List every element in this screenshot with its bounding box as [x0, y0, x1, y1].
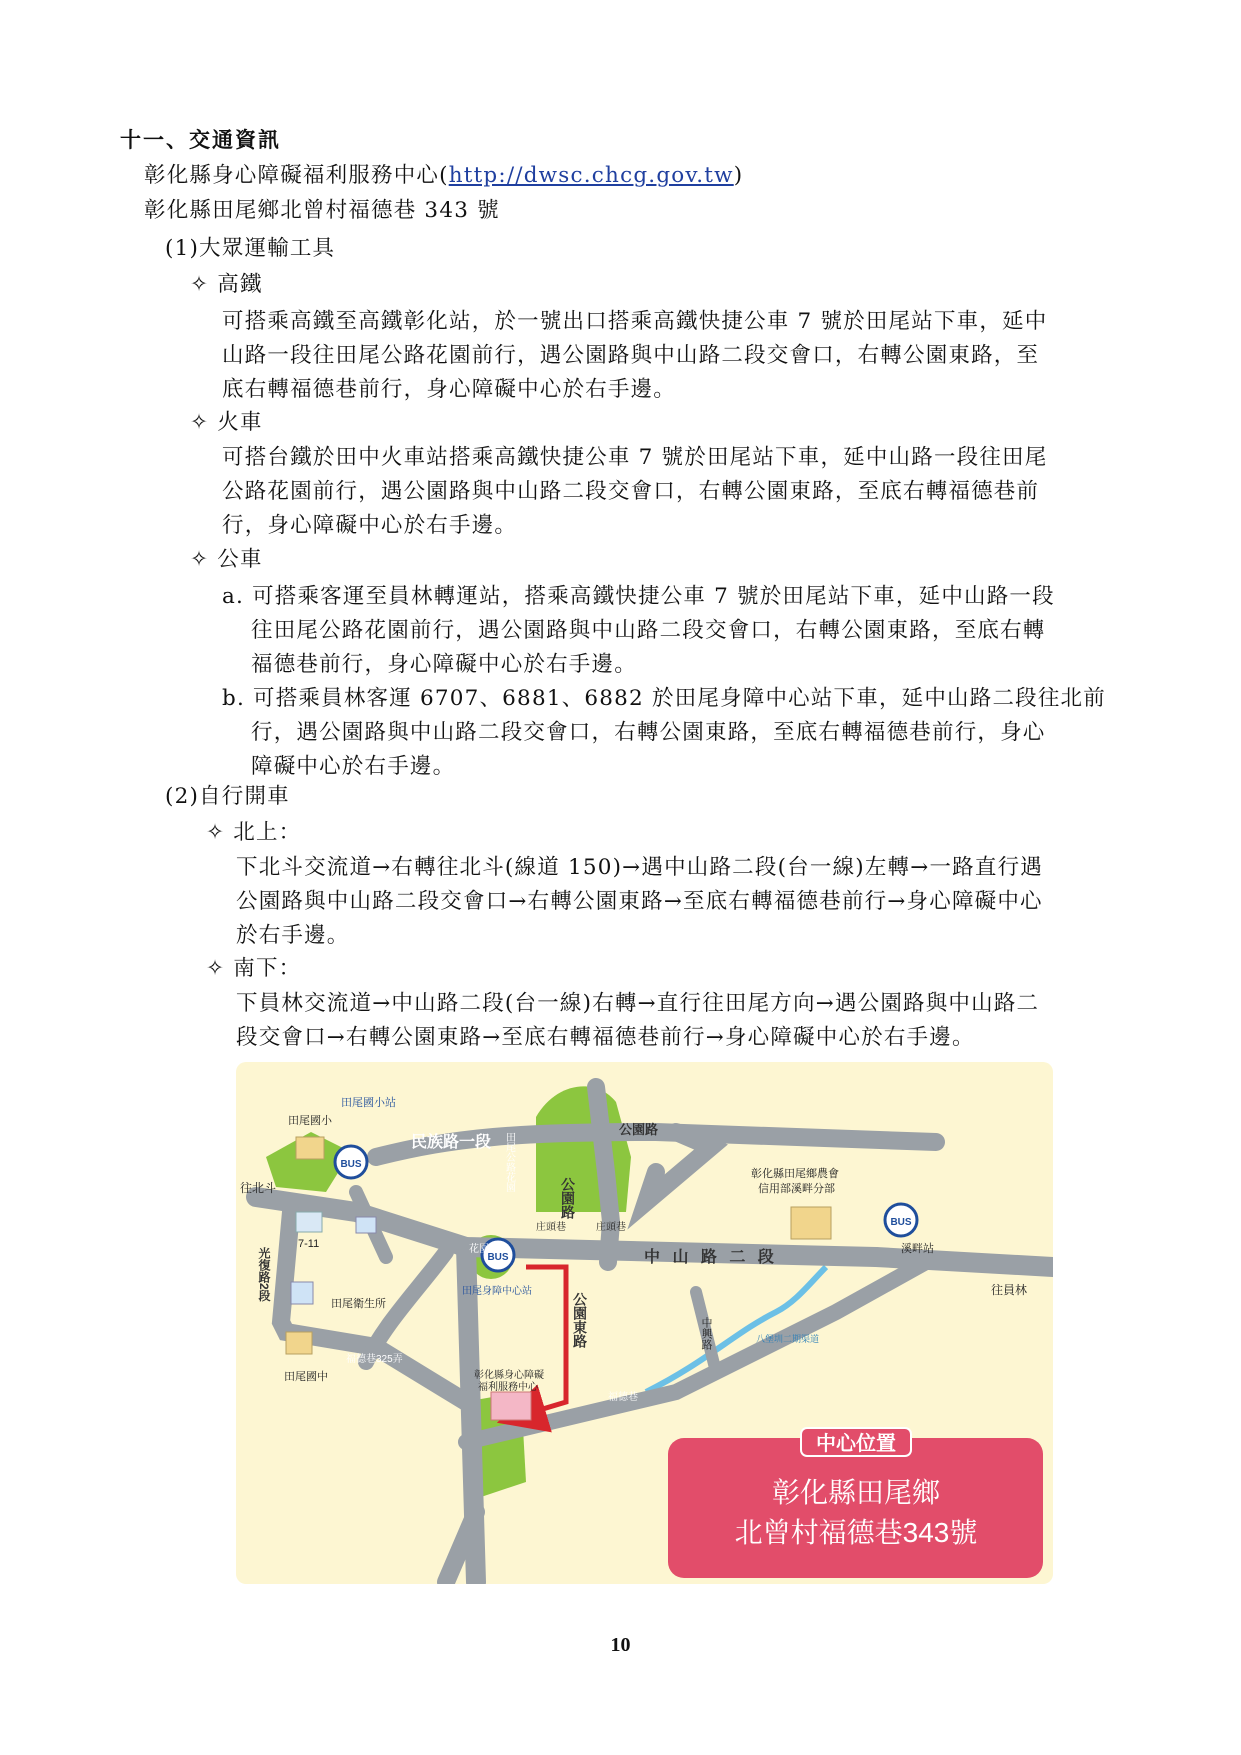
bus-a-line: 福德巷前行，身心障礙中心於右手邊。 [251, 652, 637, 677]
callout-line2: 北曾村福德巷343號 [734, 1517, 978, 1548]
section-title: 十一、交通資訊 [120, 128, 281, 152]
label-zhuangtou-2: 庄頭巷 [596, 1222, 626, 1233]
bus-b-line: 行，遇公園路與中山路二段交會口，右轉公園東路，至底右轉福德巷前行，身心 [251, 720, 1046, 745]
bus-title: ✧ 公車 [190, 547, 263, 572]
label-bapo-canal: 八堡圳二期渠道 [756, 1334, 820, 1344]
svg-text:BUS: BUS [890, 1217, 912, 1228]
label-center-name-2: 福利服務中心 [478, 1382, 538, 1393]
callout-title: 中心位置 [816, 1433, 896, 1455]
label-zhongxing-road: 中興路 [700, 1317, 712, 1350]
callout-line1: 彰化縣田尾鄉 [771, 1477, 941, 1508]
train-line: 可搭台鐵於田中火車站搭乘高鐵快捷公車 7 號於田尾站下車，延中山路一段往田尾 [222, 445, 1048, 470]
label-xipan-stop: 溪畔站 [901, 1243, 934, 1255]
label-7-11: 7-11 [298, 1238, 320, 1250]
label-minzu-road: 民族路一段 [411, 1134, 492, 1151]
label-tianwei-junior: 田尾國中 [284, 1371, 328, 1383]
north-title: ✧ 北上： [206, 820, 302, 845]
bus-a-line: 往田尾公路花園前行，遇公園路與中山路二段交會口，右轉公園東路，至底右轉 [251, 618, 1046, 643]
label-tianwei-elem: 田尾國小 [288, 1115, 332, 1127]
driving-heading: (2)自行開車 [165, 784, 290, 809]
train-title: ✧ 火車 [190, 410, 263, 435]
bus-b-line: b. 可搭乘員林客運 6707、6881、6882 於田尾身障中心站下車，延中山路二段往北前 [222, 686, 1106, 711]
bus-b-line: 障礙中心於右手邊。 [251, 754, 456, 779]
hsr-line: 山路一段往田尾公路花園前行，遇公園路與中山路二段交會口，右轉公園東路，至 [222, 343, 1040, 368]
center-website-link[interactable]: http://dwsc.chcg.gov.tw [448, 163, 734, 188]
south-line: 下員林交流道→中山路二段(台一線)右轉→直行往田尾方向→遇公園路與中山路二 [236, 991, 1040, 1016]
label-farmers-branch: 信用部溪畔分部 [758, 1183, 835, 1195]
label-flower-park: 田尾公路花園 [503, 1132, 515, 1192]
train-line: 公路花園前行，遇公園路與中山路二段交會口，右轉公園東路，至底右轉福德巷前 [222, 479, 1040, 504]
label-fude-lane: 福德巷 [608, 1392, 638, 1403]
page-number: 10 [610, 1634, 631, 1656]
label-center-name-1: 彰化縣身心障礙 [474, 1370, 544, 1381]
label-park-east-road: 公園東路 [572, 1292, 588, 1348]
center-name-line [144, 161, 743, 191]
north-line: 下北斗交流道→右轉往北斗(線道 150)→遇中山路二段(台一線)左轉→一路直行遇 [236, 855, 1043, 880]
label-zhuangtou-1: 庄頭巷 [536, 1222, 566, 1233]
bus-a-line: a. 可搭乘客運至員林轉運站，搭乘高鐵快捷公車 7 號於田尾站下車，延中山路一段 [222, 584, 1055, 609]
south-line: 段交會口→右轉公園東路→至底右轉福德巷前行→身心障礙中心於右手邊。 [236, 1025, 975, 1050]
label-disability-stop: 田尾身障中心站 [462, 1286, 532, 1297]
center-address: 彰化縣田尾鄉北曾村福德巷 343 號 [144, 198, 500, 223]
label-night-market: 花園夜市 [469, 1244, 509, 1255]
public-transit-heading: (1)大眾運輸工具 [165, 236, 336, 261]
label-tianwei-elem-stop: 田尾國小站 [341, 1097, 396, 1109]
label-farmers-assoc: 彰化縣田尾鄉農會 [751, 1168, 839, 1180]
label-fude-325: 福德巷325弄 [346, 1354, 403, 1365]
center-location-callout [668, 1428, 1043, 1578]
label-to-yuanlin: 往員林 [991, 1283, 1028, 1297]
svg-text:BUS: BUS [487, 1252, 509, 1263]
hsr-line: 底右轉福德巷前行，身心障礙中心於右手邊。 [222, 377, 677, 402]
center-name-prefix: 彰化縣身心障礙福利服務中心( [144, 163, 449, 188]
svg-text:BUS: BUS [340, 1159, 362, 1170]
north-line: 於右手邊。 [236, 923, 350, 948]
center-name-suffix: ) [733, 163, 744, 188]
label-guangfu-road: 光復路2段 [257, 1247, 271, 1302]
label-park-road: 公園路 [619, 1122, 659, 1137]
bus-stop-xipan [885, 1204, 917, 1236]
location-map [236, 1062, 1053, 1584]
bus-stop-tianwei-elem [335, 1146, 367, 1178]
label-health-center: 田尾衛生所 [331, 1298, 386, 1310]
south-title: ✧ 南下： [206, 956, 302, 981]
label-to-beidou: 往北斗 [240, 1181, 277, 1195]
label-park-road-vertical: 公園路 [560, 1177, 576, 1219]
hsr-line: 可搭乘高鐵至高鐵彰化站，於一號出口搭乘高鐵快捷公車 7 號於田尾站下車，延中 [222, 309, 1048, 334]
hsr-title: ✧ 高鐵 [190, 272, 263, 297]
label-zhongshan-road: 中 山 路 二 段 [644, 1249, 778, 1266]
north-line: 公園路與中山路二段交會口→右轉公園東路→至底右轉福德巷前行→身心障礙中心 [236, 889, 1043, 914]
train-line: 行，身心障礙中心於右手邊。 [222, 513, 518, 538]
